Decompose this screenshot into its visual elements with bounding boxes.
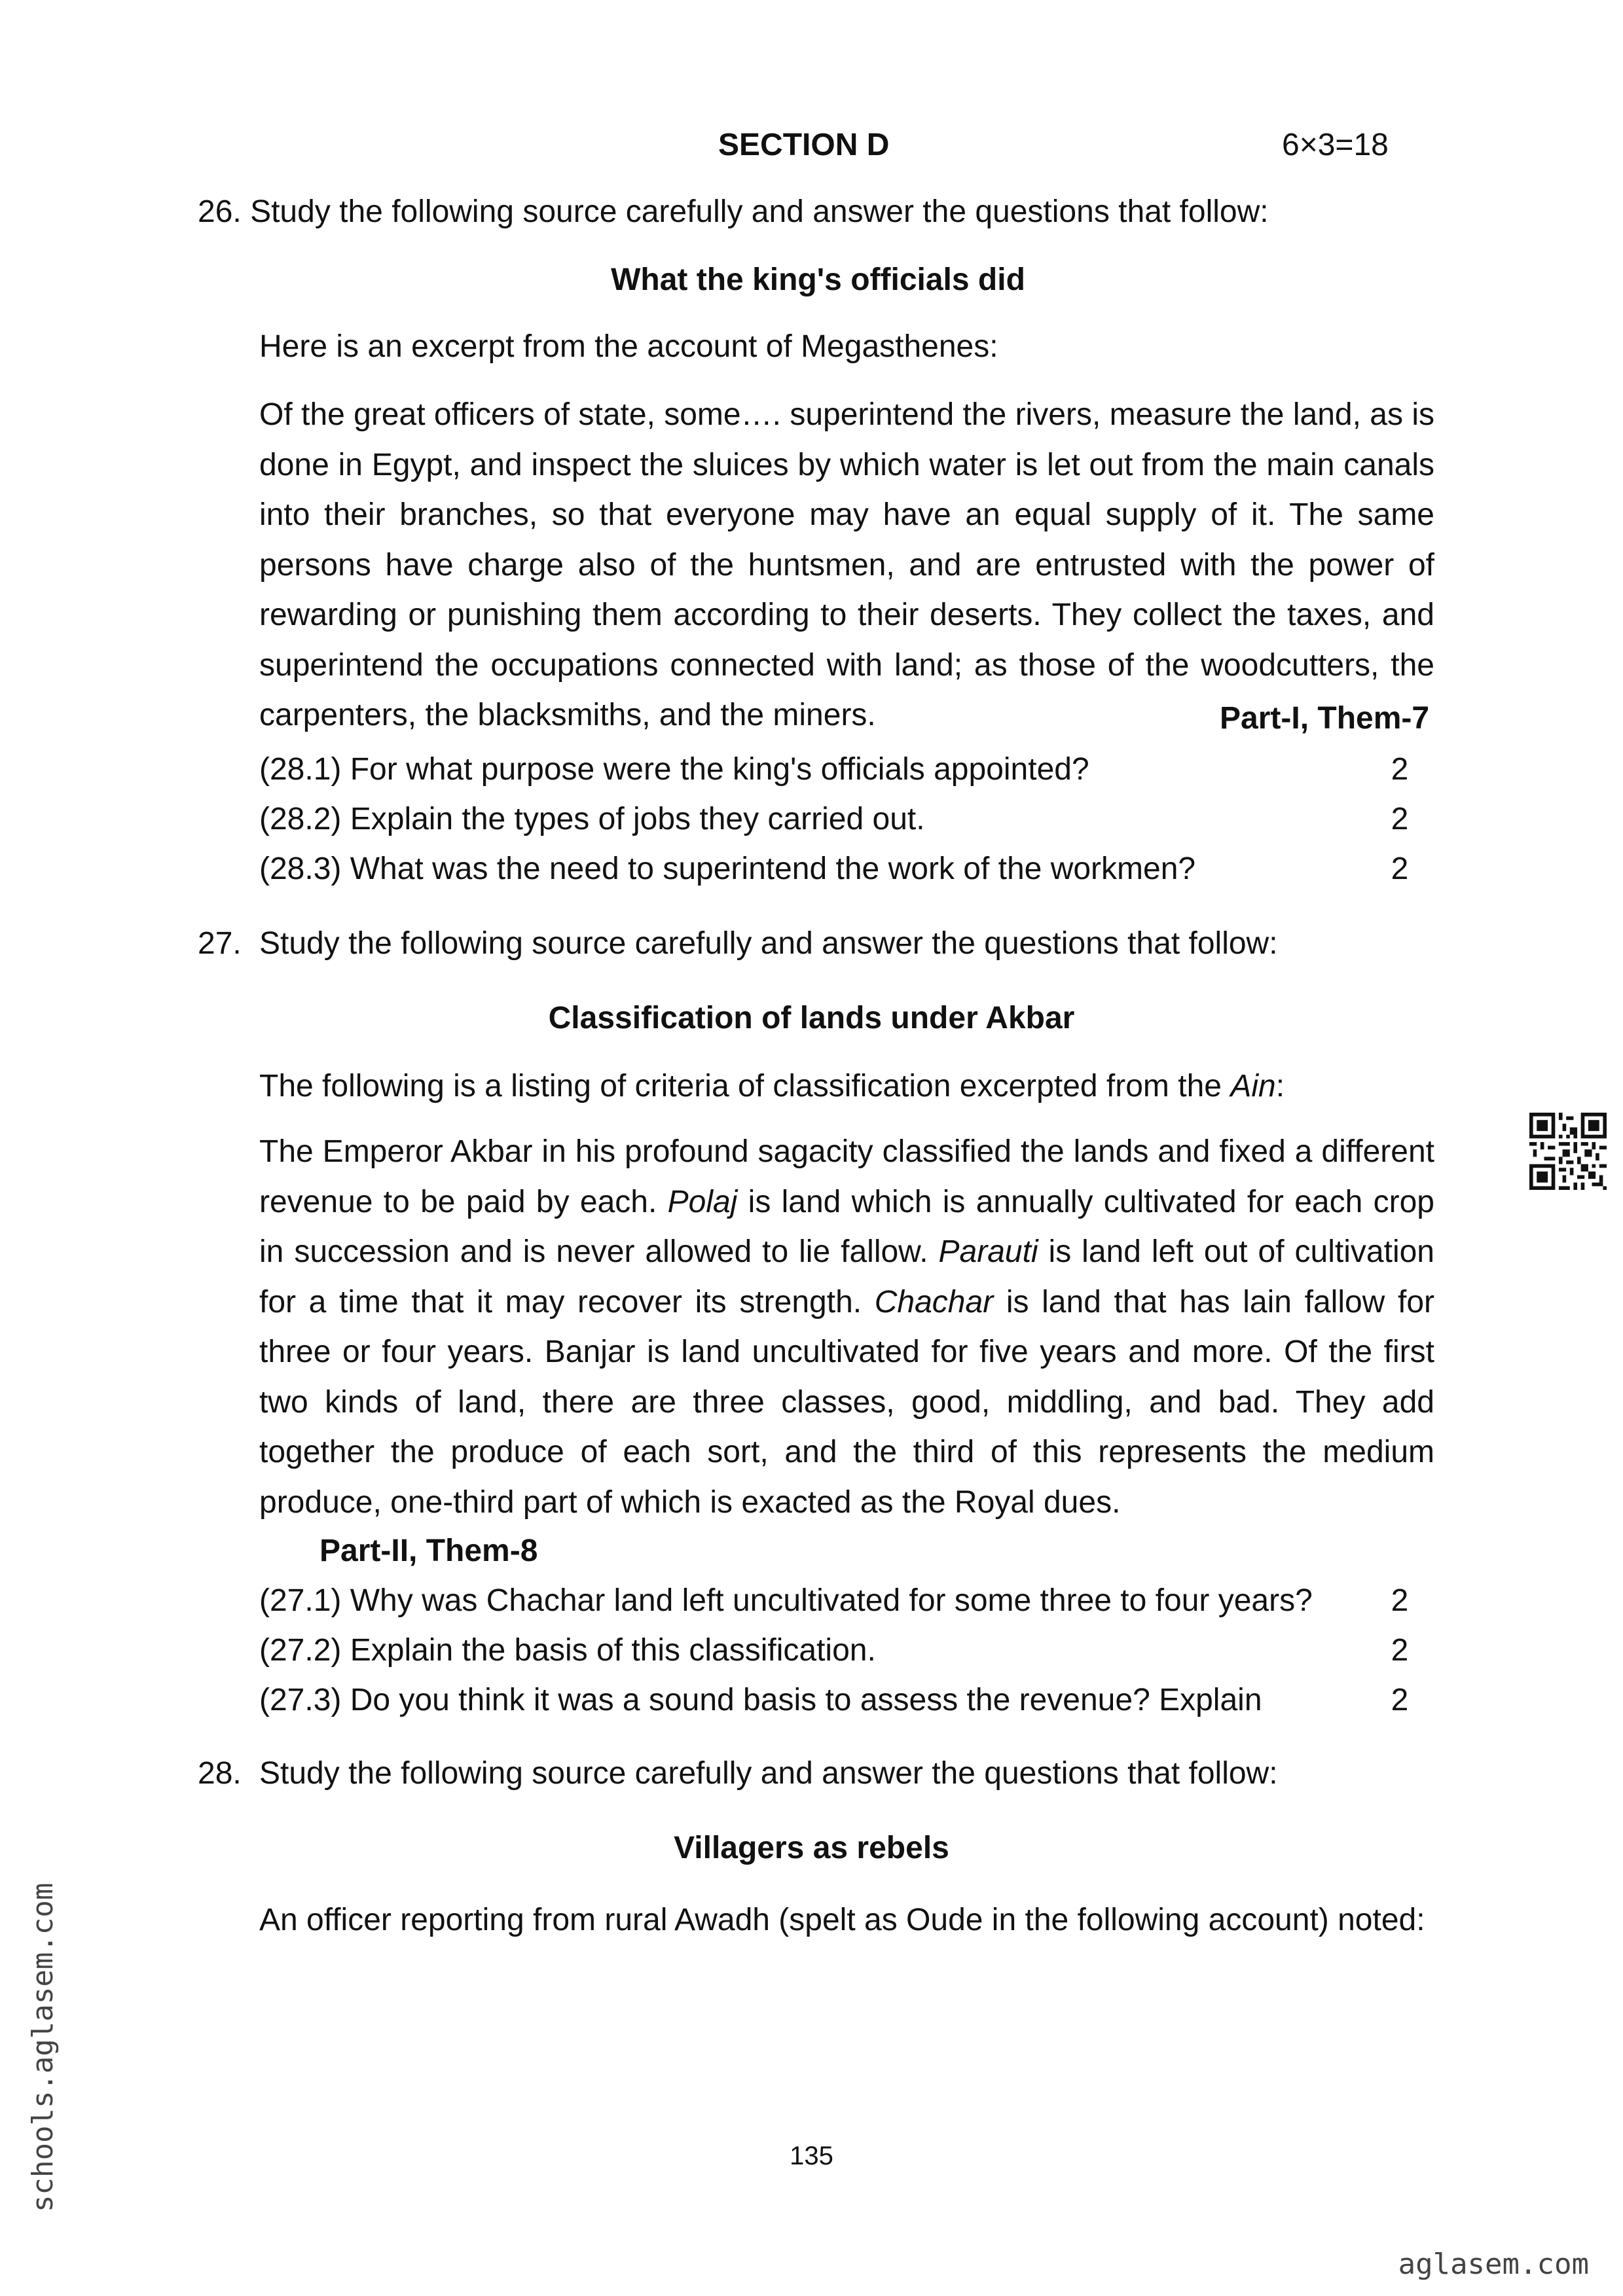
question-26-intro: 26. Study the following source carefully and answer the questions that follow: bbox=[198, 194, 1269, 229]
sub-question-27-1: (27.1) Why was Chachar land left uncultivated for some three to four years? bbox=[259, 1583, 1313, 1618]
sub-question-28-1-marks: 2 bbox=[1391, 752, 1409, 787]
term-parauti: Parauti bbox=[938, 1234, 1038, 1269]
sub-question-27-3: (27.3) Do you think it was a sound basis to assess the revenue? Explain bbox=[259, 1683, 1262, 1717]
sub-question-28-2: (28.2) Explain the types of jobs they carried out. bbox=[259, 802, 925, 836]
question-27-reference: Part-II, Them-8 bbox=[319, 1534, 538, 1568]
lead-colon: : bbox=[1275, 1069, 1285, 1103]
question-26-reference: Part-I, Them-7 bbox=[1220, 701, 1430, 736]
question-27-intro: Study the following source carefully and answer the questions that follow: bbox=[259, 926, 1278, 961]
question-28-intro: Study the following source carefully and answer the questions that follow: bbox=[259, 1756, 1278, 1791]
sub-question-27-1-marks: 2 bbox=[1391, 1583, 1409, 1618]
passage-part-2: is land which is annually cultivated for each crop in succession and is never allowed to lie fallow. bbox=[259, 1184, 1434, 1269]
question-28-heading: Villagers as rebels bbox=[674, 1831, 949, 1865]
bottom-watermark: aglasem.com bbox=[1398, 2248, 1589, 2281]
sub-question-27-2: (27.2) Explain the basis of this classification. bbox=[259, 1633, 876, 1668]
sub-question-28-3: (28.3) What was the need to superintend the work of the workmen? bbox=[259, 852, 1196, 886]
passage-part-3: is land left out of cultivation for a time that it may recover its strength. bbox=[259, 1234, 1434, 1319]
term-polaj: Polaj bbox=[667, 1184, 738, 1219]
section-title: SECTION D bbox=[718, 128, 890, 162]
passage-part-1: The Emperor Akbar in his profound sagacity classified the lands and fixed a different revenue to be paid by each. bbox=[259, 1134, 1434, 1219]
lead-ain: Ain bbox=[1230, 1069, 1276, 1103]
sub-question-28-2-marks: 2 bbox=[1391, 802, 1409, 836]
question-28-passage: An officer reporting from rural Awadh (spelt as Oude in the following account) noted: bbox=[259, 1903, 1425, 1937]
passage-part-4: is land that has lain fallow for three or four years. Banjar is land uncultivated for five years and more. Of the first two kinds of land, there are three classes, good, middling, and bad. They add together the produce of each sort, and the third of this represents the medium produce, one-third part of which is exacted as the Royal dues. bbox=[259, 1284, 1434, 1520]
question-27-number: 27. bbox=[198, 926, 242, 961]
question-28-number: 28. bbox=[198, 1756, 242, 1791]
question-27-lead bbox=[259, 1062, 1285, 1111]
question-26-heading: What the king's officials did bbox=[611, 262, 1025, 297]
qr-code-icon bbox=[1529, 1113, 1607, 1190]
sub-question-28-3-marks: 2 bbox=[1391, 852, 1409, 886]
question-27-heading: Classification of lands under Akbar bbox=[548, 1001, 1075, 1035]
question-26-lead: Here is an excerpt from the account of Megasthenes: bbox=[259, 329, 998, 364]
sub-question-27-3-marks: 2 bbox=[1391, 1683, 1409, 1717]
side-watermark: schools.aglasem.com bbox=[26, 1882, 60, 2212]
question-26-passage bbox=[259, 390, 1434, 744]
lead-text: The following is a listing of criteria of classification excerpted from the bbox=[259, 1069, 1231, 1103]
page-number: 135 bbox=[790, 2142, 833, 2170]
term-chachar: Chachar bbox=[874, 1284, 994, 1319]
section-marks: 6×3=18 bbox=[1282, 128, 1389, 162]
sub-question-28-1: (28.1) For what purpose were the king's officials appointed? bbox=[259, 752, 1089, 787]
sub-question-27-2-marks: 2 bbox=[1391, 1633, 1409, 1668]
question-27-passage bbox=[259, 1127, 1434, 1533]
passage-text: Of the great officers of state, some…. superintend the rivers, measure the land, as is done in Egypt, and inspect the sluices by which water is let out from the main canals into their branches, so that everyone may have an equal supply of it. The same persons have charge also of the huntsmen, and are entrusted with the power of rewarding or punishing them according to their deserts. They collect the taxes, and superintend the occupations connected with land; as those of the woodcutters, the carpenters, the blacksmiths, and the miners. bbox=[259, 397, 1434, 732]
